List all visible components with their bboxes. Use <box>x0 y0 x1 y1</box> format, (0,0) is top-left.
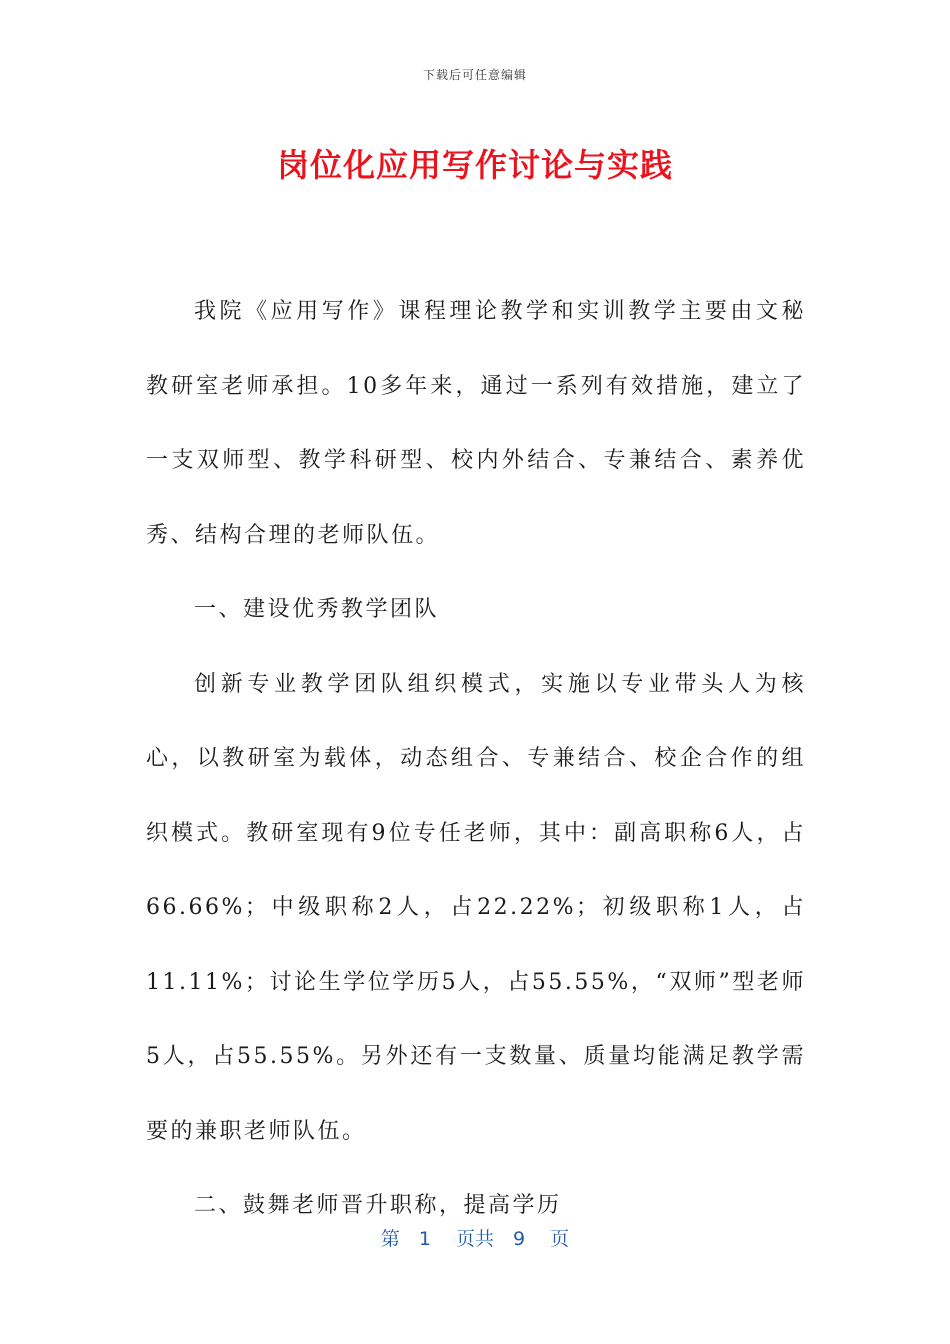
section-heading-1: 一、建设优秀教学团队 <box>194 597 440 622</box>
paragraph-intro: 我院《应用写作》课程理论教学和实训教学主要由文秘教研室老师承担。10多年来，通过一系列有效措施，建立了一支双师型、教学科研型、校内外结合、专兼结合、素养优秀、结构合理的老师队伍。 <box>146 299 806 548</box>
document-title: 岗位化应用写作讨论与实践 <box>276 146 673 184</box>
document-body <box>146 275 806 1244</box>
page-number-footer: 第 1 页共 9 页 <box>380 1228 570 1250</box>
section-heading-2: 二、鼓舞老师晋升职称，提高学历 <box>194 1193 562 1218</box>
header-note: 下载后可任意编辑 <box>422 68 527 82</box>
paragraph-team: 创新专业教学团队组织模式，实施以专业带头人为核心，以教研室为载体，动态组合、专兼结合、校企合作的组织模式。教研室现有9位专任老师，其中：副高职称6人，占66.66%；中级职称2人，占22.22%；初级职称1人，占11.11%；讨论生学位学历5人，占55.55%，“双师”型老师5人，占55.55%。另外还有一支数量、质量均能满足教学需要的兼职老师队伍。 <box>146 671 806 1144</box>
